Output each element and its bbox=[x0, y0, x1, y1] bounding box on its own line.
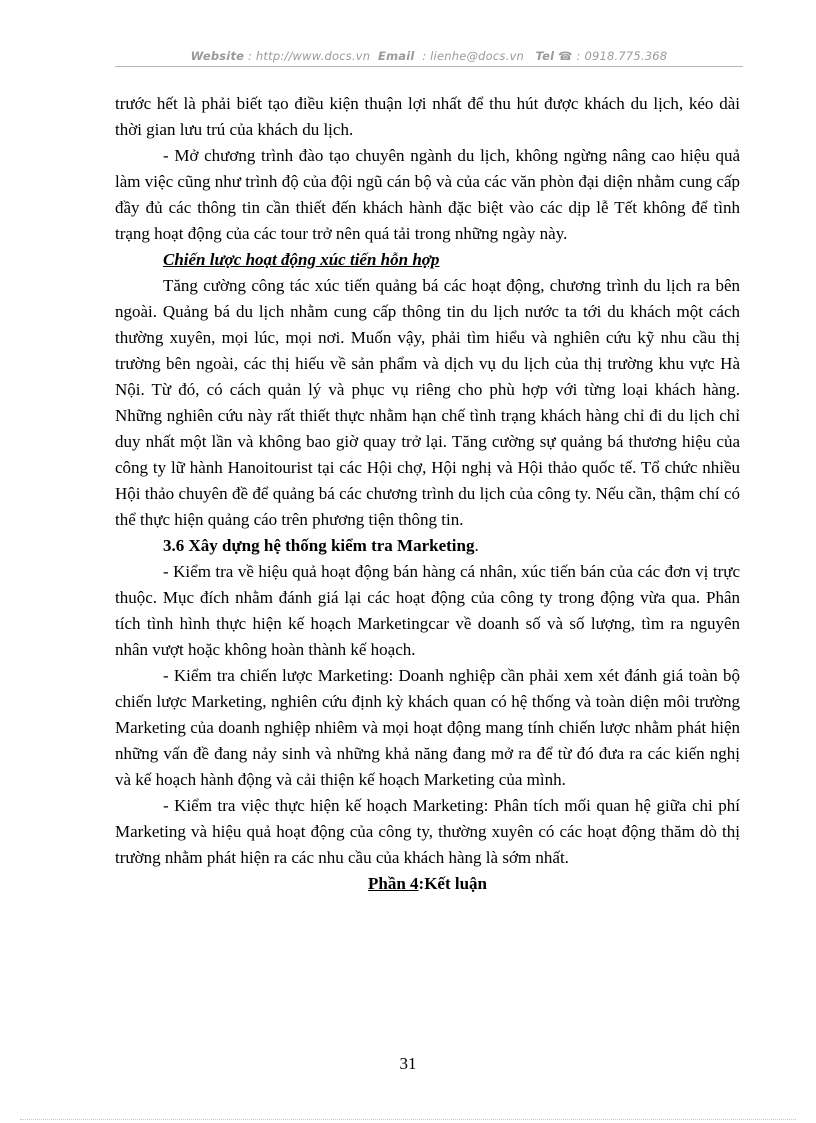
page-bottom-divider bbox=[20, 1119, 796, 1120]
paragraph-6: - Kiểm tra việc thực hiện kế hoạch Marketing: Phân tích mối quan hệ giữa chi phí Marketing và hiệu quả hoạt động của công ty, thường xuyên có các hoạt động thăm dò thị trường nhằm phát hiện ra các nhu cầu của khách hàng là sớm nhất. bbox=[115, 796, 740, 867]
header-divider bbox=[115, 66, 743, 67]
page-header bbox=[115, 49, 743, 63]
paragraph-4: - Kiểm tra về hiệu quả hoạt động bán hàng cá nhân, xúc tiến bán của các đơn vị trực thuộc. Mục đích nhằm đánh giá lại các hoạt động của công ty trong động vừa qua. Phân tích tình hình thực hiện kế hoạch Marketingcar về doanh số và số lượng, tìm ra nguyên nhân vượt hoặc không hoàn thành kế hoạch. bbox=[115, 562, 740, 659]
subheading-paragraph bbox=[115, 247, 740, 273]
website-label: Website bbox=[190, 49, 245, 63]
paragraph-5: - Kiểm tra chiến lược Marketing: Doanh nghiệp cần phải xem xét đánh giá toàn bộ chiến lược Marketing, nghiên cứu định kỳ khách quan có hệ thống và toàn diện môi trường Marketing của doanh nghiệp nhiêm và mọi hoạt động mang tính chiến lược nhằm phát hiện những vấn đề đang nảy sinh và những khả năng đang mở ra để từ đó đưa ra các kiến nghị và kế hoạch hành động và cải thiện kế hoạch Marketing của mình. bbox=[115, 666, 740, 789]
email-label: Email bbox=[378, 49, 415, 63]
page-number: 31 bbox=[399, 1054, 417, 1073]
tel-value: : 0918.775.368 bbox=[576, 49, 668, 63]
phone-icon: ☎ bbox=[558, 49, 573, 63]
paragraph-3: Tăng cường công tác xúc tiến quảng bá các hoạt động, chương trình du lịch ra bên ngoài. Quảng bá du lịch nhằm cung cấp thông tin du lịch nước ta tới du khách một cách thường xuyên, mọi lúc, mọi nơi. Muốn vậy, phải tìm hiểu và nghiên cứu kỹ nhu cầu thị trường bên ngoài, các thị hiếu về sản phẩm và dịch vụ du lịch của thị trường khu vực Hà Nội. Từ đó, có cách quản lý và phục vụ riêng cho phù hợp với từng loại khách hàng. Những nghiên cứu này rất thiết thực nhằm hạn chế tình trạng khách hàng chỉ đi du lịch chỉ duy nhất một lần và không bao giờ quay trở lại. Tăng cường sự quảng bá thương hiệu của công ty lữ hành Hanoitourist tại các Hội chợ, Hội nghị và Hội thảo quốc tế. Tổ chức nhiều Hội thảo chuyên đề để quảng bá các chương trình du lịch của công ty. Nếu cần, thậm chí có thể thực hiện quảng cáo trên phương tiện thông tin. bbox=[115, 276, 740, 529]
document-body bbox=[115, 91, 740, 897]
conclusion-part: Phần 4 bbox=[367, 874, 419, 893]
paragraph-1: trước hết là phải biết tạo điều kiện thuận lợi nhất để thu hút được khách du lịch, kéo dài thời gian lưu trú của khách du lịch. bbox=[115, 94, 740, 139]
conclusion-heading bbox=[115, 871, 740, 897]
section-title: 3.6 Xây dựng hệ thống kiểm tra Marketing bbox=[163, 536, 475, 555]
section-heading-paragraph bbox=[115, 533, 740, 559]
conclusion-title: :Kết luận bbox=[418, 874, 488, 893]
paragraph-2: - Mở chương trình đào tạo chuyên ngành du lịch, không ngừng nâng cao hiệu quả làm việc cũng như trình độ của đội ngũ cán bộ và của các văn phòn đại diện nhằm cung cấp đầy đủ các thông tin cần thiết đến khách hành đặc biệt vào các dịp lễ Tết không để tình trạng hoạt động của các tour trở nên quá tải trong những ngày này. bbox=[115, 146, 740, 243]
subheading: Chiến lược hoạt động xúc tiến hỗn hợp bbox=[163, 250, 440, 269]
website-value: : http://www.docs.vn bbox=[248, 49, 371, 63]
email-value: : lienhe@docs.vn bbox=[422, 49, 524, 63]
section-title-end: . bbox=[474, 536, 479, 555]
tel-label: Tel bbox=[535, 49, 555, 63]
